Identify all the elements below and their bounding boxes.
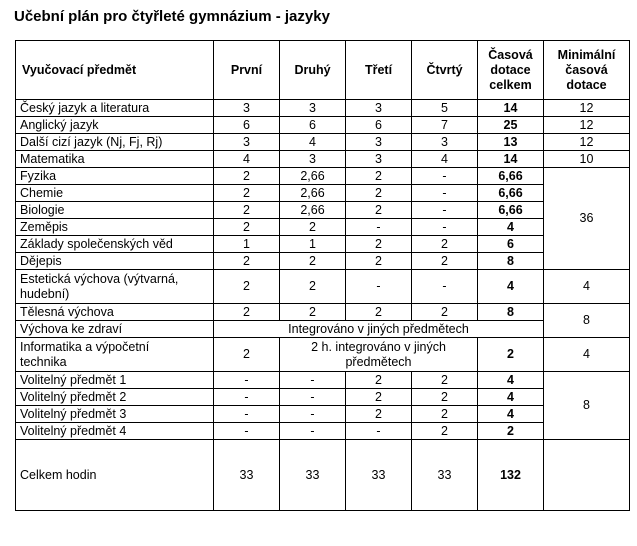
subject-cell: Volitelný předmět 3 — [16, 406, 214, 423]
year-cell: 2 — [346, 236, 412, 253]
year-cell: 2 — [346, 389, 412, 406]
year-cell: 2 — [346, 185, 412, 202]
header-year-4: Čtvrtý — [412, 41, 478, 100]
header-year-1: První — [214, 41, 280, 100]
total-cell: 8 — [478, 304, 544, 321]
subject-cell: Volitelný předmět 2 — [16, 389, 214, 406]
year-cell: 2 — [412, 389, 478, 406]
year-cell: 2 — [280, 219, 346, 236]
year-cell: 2 — [280, 304, 346, 321]
year-cell: 4 — [412, 151, 478, 168]
total-cell: 4 — [478, 219, 544, 236]
total-cell: 132 — [478, 440, 544, 511]
subject-cell: Matematika — [16, 151, 214, 168]
subject-cell: Fyzika — [16, 168, 214, 185]
min-cell: 12 — [544, 117, 630, 134]
year-cell: 2 — [346, 202, 412, 219]
header-min: Minimální časová dotace — [544, 41, 630, 100]
total-cell: 8 — [478, 253, 544, 270]
subject-cell: Dějepis — [16, 253, 214, 270]
year-cell: - — [280, 389, 346, 406]
year-cell: 2 — [346, 253, 412, 270]
total-cell: 6,66 — [478, 185, 544, 202]
table-row — [16, 304, 630, 321]
year-cell: 3 — [280, 151, 346, 168]
table-row — [16, 270, 630, 304]
year-cell: 33 — [346, 440, 412, 511]
table-row — [16, 406, 630, 423]
year-cell: 2 — [346, 372, 412, 389]
total-cell: 6 — [478, 236, 544, 253]
table-row — [16, 236, 630, 253]
year-cell: 2 — [412, 253, 478, 270]
min-cell: 12 — [544, 134, 630, 151]
table-row — [16, 253, 630, 270]
table-row — [16, 372, 630, 389]
total-cell: 4 — [478, 270, 544, 304]
total-cell: 14 — [478, 100, 544, 117]
year-cell: 3 — [346, 134, 412, 151]
total-cell: 4 — [478, 389, 544, 406]
subject-cell: Anglický jazyk — [16, 117, 214, 134]
year-cell: 33 — [412, 440, 478, 511]
year-cell: 2,66 — [280, 168, 346, 185]
year-cell: 2 — [346, 406, 412, 423]
year-cell: 3 — [346, 151, 412, 168]
table-row — [16, 423, 630, 440]
subject-cell: Biologie — [16, 202, 214, 219]
subject-cell: Český jazyk a literatura — [16, 100, 214, 117]
year-cell: 2,66 — [280, 185, 346, 202]
min-cell-electives: 8 — [544, 372, 630, 440]
year-cell: 3 — [280, 100, 346, 117]
year-cell: - — [412, 219, 478, 236]
year-cell: 2 — [214, 202, 280, 219]
year-cell: 6 — [214, 117, 280, 134]
year-cell: 5 — [412, 100, 478, 117]
total-cell: 2 — [478, 423, 544, 440]
total-cell: 6,66 — [478, 202, 544, 219]
table-row — [16, 134, 630, 151]
year-cell: 33 — [214, 440, 280, 511]
min-cell-sciences: 36 — [544, 168, 630, 270]
subject-cell: Další cizí jazyk (Nj, Fj, Rj) — [16, 134, 214, 151]
year-cell: - — [280, 423, 346, 440]
year-cell: - — [280, 372, 346, 389]
min-cell — [544, 440, 630, 511]
subject-cell: Volitelný předmět 4 — [16, 423, 214, 440]
year-cell: 2 — [214, 304, 280, 321]
table-row — [16, 202, 630, 219]
subject-cell: Tělesná výchova — [16, 304, 214, 321]
year-cell: - — [280, 406, 346, 423]
year-cell: - — [412, 168, 478, 185]
subject-cell: Výchova ke zdraví — [16, 321, 214, 338]
year-cell: 2 — [412, 406, 478, 423]
total-cell: 25 — [478, 117, 544, 134]
year-cell: 2 — [280, 253, 346, 270]
year-cell: 2 — [412, 372, 478, 389]
table-row — [16, 219, 630, 236]
total-cell: 4 — [478, 372, 544, 389]
min-cell-tv-health: 8 — [544, 304, 630, 338]
year-cell: 3 — [214, 100, 280, 117]
total-cell: 6,66 — [478, 168, 544, 185]
header-total: Časová dotace celkem — [478, 41, 544, 100]
merged-note-cell: Integrováno v jiných předmětech — [214, 321, 544, 338]
year-cell: 2 — [346, 304, 412, 321]
subject-cell: Celkem hodin — [16, 440, 214, 511]
year-cell: 4 — [214, 151, 280, 168]
header-year-3: Třetí — [346, 41, 412, 100]
total-cell: 13 — [478, 134, 544, 151]
year-cell: 2 — [214, 185, 280, 202]
year-cell: - — [412, 185, 478, 202]
table-row — [16, 117, 630, 134]
header-year-2: Druhý — [280, 41, 346, 100]
year-cell: 6 — [346, 117, 412, 134]
year-cell: 7 — [412, 117, 478, 134]
table-row — [16, 100, 630, 117]
year-cell: 2 — [346, 168, 412, 185]
year-cell: 3 — [214, 134, 280, 151]
year-cell: 3 — [412, 134, 478, 151]
min-cell: 12 — [544, 100, 630, 117]
year-cell: - — [214, 372, 280, 389]
year-cell: 2 — [412, 304, 478, 321]
year-cell: 2 — [214, 219, 280, 236]
header-subject: Vyučovací předmět — [16, 41, 214, 100]
subject-cell: Zeměpis — [16, 219, 214, 236]
year-cell: 3 — [346, 100, 412, 117]
table-header-row — [16, 41, 630, 100]
subject-cell: Estetická výchova (výtvarná, hudební) — [16, 270, 214, 304]
table-row — [16, 151, 630, 168]
year-cell: 2 — [412, 423, 478, 440]
curriculum-table — [15, 40, 630, 511]
table-row — [16, 338, 630, 372]
subject-cell: Volitelný předmět 1 — [16, 372, 214, 389]
year-cell: 1 — [280, 236, 346, 253]
year-cell: 2,66 — [280, 202, 346, 219]
page-title: Učební plán pro čtyřleté gymnázium - jazyky — [14, 8, 330, 25]
year-cell: - — [346, 423, 412, 440]
year-cell: 4 — [280, 134, 346, 151]
year-cell: - — [412, 270, 478, 304]
table-row — [16, 185, 630, 202]
year-cell: 2 — [280, 270, 346, 304]
subject-cell: Informatika a výpočetní technika — [16, 338, 214, 372]
total-cell: 2 — [478, 338, 544, 372]
year-cell: 2 — [214, 270, 280, 304]
min-cell: 10 — [544, 151, 630, 168]
year-cell: - — [214, 406, 280, 423]
table-row — [16, 389, 630, 406]
min-cell: 4 — [544, 270, 630, 304]
year-cell: 1 — [214, 236, 280, 253]
subject-cell: Chemie — [16, 185, 214, 202]
year-cell: - — [214, 423, 280, 440]
year-cell: - — [346, 219, 412, 236]
year-cell: 6 — [280, 117, 346, 134]
total-cell: 4 — [478, 406, 544, 423]
table-row — [16, 168, 630, 185]
table-total-row — [16, 440, 630, 511]
min-cell: 4 — [544, 338, 630, 372]
merged-note-cell: 2 h. integrováno v jiných předmětech — [280, 338, 478, 372]
table-row — [16, 321, 630, 338]
year-cell: - — [346, 270, 412, 304]
year-cell: 2 — [214, 338, 280, 372]
year-cell: 2 — [214, 253, 280, 270]
year-cell: 2 — [412, 236, 478, 253]
total-cell: 14 — [478, 151, 544, 168]
year-cell: 33 — [280, 440, 346, 511]
year-cell: 2 — [214, 168, 280, 185]
year-cell: - — [214, 389, 280, 406]
subject-cell: Základy společenských věd — [16, 236, 214, 253]
year-cell: - — [412, 202, 478, 219]
